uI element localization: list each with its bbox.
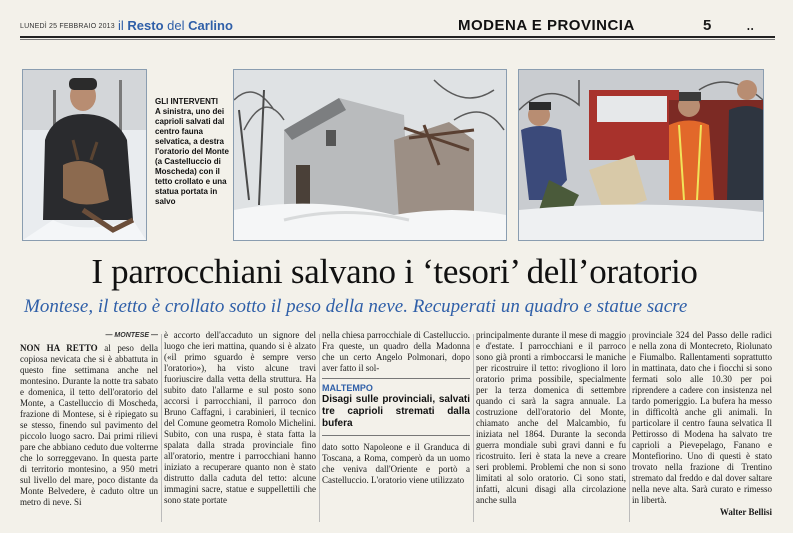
section-title: MODENA E PROVINCIA: [458, 17, 635, 34]
box-title: Disagi sulle provinciali, salvati tre caprioli stremati dalla bufera: [322, 394, 470, 429]
caption-text: A sinistra, uno dei caprioli salvati dal centro fauna selvatica, a destra l'oratorio del Monte (a Castelluccio di Moscheda) con il tetto crollato e una statua portata in salvo: [155, 107, 229, 206]
column-divider: [161, 334, 162, 522]
article-column-3: [322, 330, 470, 525]
sidebar-box: [322, 378, 470, 436]
article-body: [20, 330, 770, 525]
photo-rescuer-with-deer: [22, 69, 147, 241]
photo-collapsed-oratory: [233, 69, 507, 241]
column-text: al peso della copiosa nevicata che si è abbattuta in questo fine settimana anche nel montesino. Durante la notte tra sabato e domenica, il tetto dell'oratorio del Monte, a Castelluccio di Moscheda, frazione di Montese, si è ripiegato su se stesso, finendo sul pavimento del piccolo luogo sacro. Dai primi rilievi pare che abbiano ceduto due volterrne che lo sorreggevano. In questa parte di territorio montesino, a 950 metri sul livello del mare, poco distante da Monte Belvedere, è caduto oltre un metro di neve. Si: [20, 343, 158, 507]
article-column-5: [632, 330, 772, 525]
headline: I parrocchiani salvano i ‘tesori’ dell’oratorio: [91, 252, 698, 291]
page-header: [20, 14, 775, 38]
page-number: 5: [703, 17, 712, 34]
article-column-4: [476, 330, 626, 525]
byline: Walter Bellisi: [719, 507, 772, 517]
photo-caption: [155, 97, 231, 207]
column-divider: [629, 334, 630, 522]
column-text: provinciale 324 del Passo delle radici e nella zona di Montecreto, Riolunato e Fiumalbo. Rallentamenti soprattutto in mattinata, dato che i fiocchi si sono fermati solo alle 10.30 per poi riprendere a cadere con insistenza nel tardo pomeriggio. La bufera ha messo in difficoltà anche gli animali. In particolare il centro fauna selvatica Il Pettirosso di Modena ha salvato tre caprioli a Pievepelago, Fanano e Montefiorino. Uno di questi è stato trovato nella frazione di Trentino stremato dal freddo e dal dover saltare nella neve alta. Sarà curato e rimesso in libertà.: [632, 330, 772, 505]
subheadline: Montese, il tetto è crollato sotto il peso della neve. Recuperati un quadro e statue sacre: [24, 296, 688, 317]
header-dots: ••: [747, 25, 755, 34]
column-text: nella chiesa parrocchiale di Castelluccio. Fra queste, un quadro della Madonna che un certo Angelo Polmonari, dopo aver fatto il sol-: [322, 330, 470, 373]
box-kicker: MALTEMPO: [322, 383, 373, 393]
header-rule-thin: [20, 39, 775, 40]
lead-in: NON HA RETTO: [20, 343, 98, 353]
issue-date: LUNEDÌ 25 FEBBRAIO 2013: [20, 23, 115, 30]
column-text: dato sotto Napoleone e il Granduca di Toscana, a Roma, comperò da un uomo che veniva dall'Oriente e portò a Castelluccio. L'oratorio viene utilizzato: [322, 442, 470, 485]
column-divider: [473, 334, 474, 522]
caption-title: GLI INTERVENTI: [155, 97, 218, 106]
dateline: — MONTESE —: [105, 332, 158, 339]
article-column-2: [164, 330, 316, 525]
column-divider: [319, 334, 320, 522]
newspaper-logo: il Resto del Carlino: [118, 18, 233, 33]
photo-statue-rescue: [518, 69, 764, 241]
header-rule: [20, 36, 775, 38]
article-column-1: [20, 330, 158, 525]
column-text: è accorto dell'accaduto un signore del luogo che ieri mattina, quando si è alzato («il primo sguardo è sempre verso l'oratorio»), ha visto alcune travi fuoriuscire dalla vetta della struttura. Ha subito dato l'allarme e sul posto sono accorsi i parrocchiani, il parroco don Bruno Caffagni, i carabinieri, il tecnico del Comune geometra Romolo Michelini. Subito, con una ruspa, è stata fatta la spalata dalla strada provinciale fino all'oratorio, mentre i parrocchiani hanno iniziato a recuperare quanto non è stato distrutto dalla caduta del tetto: alcune immagini sacre, statue e suppellettili che sono state portate: [164, 330, 316, 505]
column-text: principalmente durante il mese di maggio e d'estate. I parrocchiani e il parroco sono già pronti a rimboccarsi le maniche per ricostruire il tetto: rivogliono il loro oratorio prima possibile, specialmente per la terza domenica di settembre quando ci sarà la sagra annuale. La costruzione dell'oratorio del Monte, chiamato anche del Malcambio, fu iniziata nel 1864. Durante la seconda guerra mondiale subì gravi danni e fu ricostruito. Ieri è stata la neve a creare seri problemi. Problemi che non si sono limitati al solo oratorio. Ci sono stati, infatti, alcuni disagi alla circolazione anche sulla: [476, 330, 626, 505]
